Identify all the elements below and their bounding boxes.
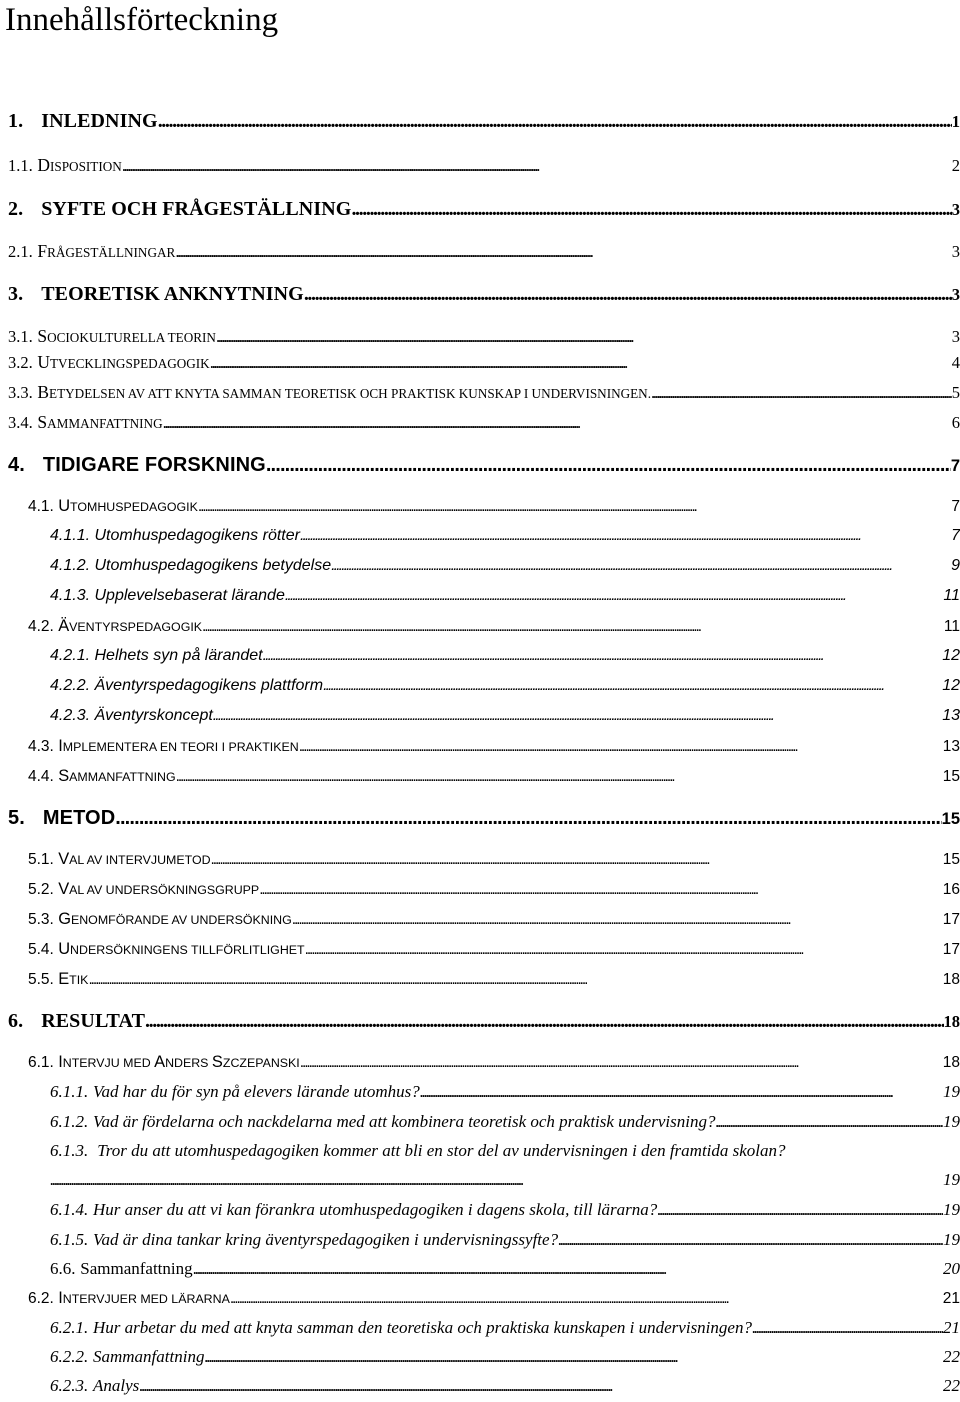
- toc-label: [58, 1053, 300, 1072]
- toc-label: Äventyrskoncept: [94, 707, 213, 724]
- toc-page-number: 11: [943, 618, 960, 635]
- toc-number: 4.1.3.: [50, 587, 91, 604]
- toc-leader-dots: [300, 1054, 943, 1072]
- toc-number: 6.2.2.: [50, 1347, 89, 1366]
- toc-leader-dots: [323, 677, 942, 695]
- toc-leader-dots: [198, 498, 952, 516]
- toc-label-rest: AL AV INTERVJUMETOD: [69, 853, 211, 867]
- toc-leader-dots: [285, 587, 944, 605]
- toc-label-rest: NDERS: [165, 1056, 212, 1070]
- toc-entry-fraga-2[interactable]: [50, 1112, 960, 1132]
- toc-page-number: 19: [943, 1200, 960, 1219]
- toc-entry-inledning[interactable]: [8, 110, 960, 133]
- toc-page-number: 17: [942, 941, 960, 958]
- page-title: Innehållsförteckning: [5, 2, 279, 38]
- toc-label: TIDIGARE FORSKNING: [42, 454, 266, 476]
- toc-entry-fraga-4[interactable]: [50, 1200, 960, 1220]
- toc-page-number: 4: [951, 353, 960, 372]
- toc-label-initial: F: [37, 241, 48, 261]
- toc-label-rest: TIK: [69, 973, 89, 987]
- toc-leader-dots: [657, 1200, 943, 1220]
- toc-number: 6.6.: [50, 1259, 76, 1278]
- toc-label-rest: ISPOSITION: [50, 159, 122, 174]
- toc-entry-fraga-lararna[interactable]: [50, 1318, 960, 1338]
- toc-page-number: 5: [951, 383, 960, 402]
- toc-number: 3.4.: [8, 413, 33, 432]
- toc-label-initial: I: [58, 1053, 63, 1071]
- toc-leader-dots: [331, 557, 951, 575]
- toc-entry-genomforande[interactable]: [28, 910, 960, 929]
- toc-leader-dots: [266, 454, 951, 477]
- toc-label-initial: V: [58, 880, 70, 898]
- toc-leader-dots: [50, 1170, 943, 1190]
- toc-label-rest: ENOMFÖRANDE AV UNDERSÖKNING: [70, 913, 292, 927]
- toc-label-initial: E: [58, 970, 70, 988]
- toc-label: Vad är dina tankar kring äventyrspedagogiken i undervisningssyfte?: [93, 1230, 559, 1249]
- toc-label: INLEDNING: [41, 110, 158, 132]
- toc-label-initial: V: [58, 850, 70, 868]
- toc-label-rest: RÅGESTÄLLNINGAR: [47, 245, 176, 260]
- toc-entry-undersokningsgrupp[interactable]: [28, 880, 960, 899]
- toc-number: 4.1.2.: [50, 557, 91, 574]
- toc-leader-dots: [193, 1259, 943, 1279]
- toc-label-rest: AMMANFATTNING: [47, 416, 163, 431]
- toc-page-number: 19: [943, 1170, 960, 1189]
- toc-entry-sammanfattning-3[interactable]: [8, 412, 960, 433]
- toc-number: 1.1.: [8, 156, 33, 175]
- toc-label: [58, 617, 202, 636]
- toc-entry-plattform[interactable]: [50, 677, 960, 695]
- toc-label: Sammanfattning: [93, 1347, 205, 1366]
- toc-page-number: 19: [943, 1082, 960, 1101]
- toc-page-number: 18: [942, 1054, 960, 1071]
- toc-leader-dots: [115, 807, 941, 830]
- toc-page-number: 3: [951, 285, 960, 304]
- toc-page-number: 7: [951, 498, 960, 515]
- toc-number: 4.1.: [28, 498, 54, 515]
- toc-page-number: 13: [942, 707, 960, 724]
- toc-page-number: 7: [950, 457, 960, 475]
- toc-label: Tror du att utomhuspedagogiken kommer att bli en stor del av undervisningen i den framtida skolan?: [97, 1141, 786, 1160]
- toc-number: 6.2.1.: [50, 1318, 89, 1337]
- toc-label: RESULTAT: [41, 1010, 146, 1032]
- toc-page-number: 3: [951, 200, 960, 219]
- toc-label-rest: ZCZEPANSKI: [222, 1056, 300, 1070]
- toc-label: Sammanfattning: [80, 1259, 193, 1278]
- toc-entry-teoretisk[interactable]: [8, 283, 960, 306]
- toc-page-number: 7: [951, 527, 960, 544]
- toc-leader-dots: [216, 327, 952, 347]
- toc-leader-dots: [163, 413, 952, 433]
- toc-leader-dots: [351, 198, 951, 221]
- toc-leader-dots: [300, 527, 951, 545]
- toc-leader-dots: [210, 353, 952, 373]
- toc-page-number: 15: [942, 768, 960, 785]
- toc-label-rest: ETYDELSEN AV ATT KNYTA SAMMAN TEORETISK OCH PRAKTISK KUNSKAP I UNDERVISNINGEN.: [49, 386, 652, 401]
- toc-entry-fraga-3-line[interactable]: [50, 1141, 786, 1161]
- toc-leader-dots: [145, 1010, 943, 1033]
- toc-entry-sammanfattning-4[interactable]: [28, 767, 960, 786]
- toc-leader-dots: [263, 647, 943, 665]
- toc-page-number: 16: [942, 881, 960, 898]
- toc-leader-dots: [202, 618, 944, 636]
- toc-number: 5.1.: [28, 851, 54, 868]
- toc-leader-dots: [230, 1290, 943, 1308]
- toc-label: [58, 910, 292, 929]
- toc-page-number: 22: [943, 1347, 960, 1366]
- toc-label: Upplevelsebaserat lärande: [94, 587, 285, 604]
- toc-entry-utvecklingspedagogik[interactable]: [8, 352, 960, 373]
- toc-label: Hur anser du att vi kan förankra utomhuspedagogiken i dagens skola, till lärarna?: [93, 1200, 658, 1219]
- toc-number: 4.1.1.: [50, 527, 91, 544]
- toc-number: 5.5.: [28, 971, 54, 988]
- toc-page-number: 15: [942, 851, 960, 868]
- toc-number: 4.3.: [28, 738, 54, 755]
- toc-entry-syfte[interactable]: [8, 198, 960, 221]
- toc-leader-dots: [752, 1318, 943, 1338]
- toc-page-number: 20: [943, 1259, 960, 1278]
- toc-leader-dots: [259, 881, 943, 899]
- toc-entry-implementera[interactable]: [28, 737, 960, 756]
- toc-label-initial: I: [58, 1289, 63, 1307]
- toc-entry-intervjuer-lararna[interactable]: [28, 1289, 960, 1308]
- toc-leader-dots: [304, 283, 952, 306]
- toc-page-number: 3: [951, 327, 960, 346]
- toc-label-initial: S: [58, 767, 70, 785]
- toc-number: 5.: [8, 807, 25, 829]
- toc-leader-dots: [558, 1230, 943, 1250]
- toc-label-initial: S: [211, 1053, 223, 1071]
- toc-label: [58, 940, 304, 959]
- toc-page-number: 19: [943, 1112, 960, 1131]
- toc-label: [58, 970, 88, 989]
- toc-entry-fraga-1[interactable]: [50, 1082, 960, 1102]
- toc-page-number: 13: [942, 738, 960, 755]
- toc-label-initial: S: [37, 326, 48, 346]
- toc-entry-fraga-3-leader[interactable]: [50, 1170, 960, 1190]
- toc-page-number: 18: [942, 971, 960, 988]
- toc-label: [58, 850, 210, 869]
- toc-entry-metod[interactable]: [8, 807, 960, 830]
- toc-leader-dots: [139, 1376, 943, 1396]
- toc-number: 6.2.: [28, 1290, 54, 1307]
- toc-page-number: 12: [942, 677, 960, 694]
- toc-number: 4.2.2.: [50, 677, 91, 694]
- toc-page-number: 6: [951, 413, 960, 432]
- toc-number: 2.: [8, 198, 24, 220]
- toc-number: 6.1.3.: [50, 1141, 89, 1160]
- toc-label: Utomhuspedagogikens betydelse: [94, 557, 332, 574]
- toc-leader-dots: [204, 1347, 943, 1367]
- toc-entry-utomhuspedagogik[interactable]: [28, 497, 960, 516]
- toc-page-number: 21: [943, 1318, 960, 1337]
- toc-label-rest: NTERVJU MED: [62, 1056, 155, 1070]
- toc-label-rest: NDERSÖKNINGENS TILLFÖRLITLIGHET: [70, 943, 305, 957]
- toc-number: 4.4.: [28, 768, 54, 785]
- toc-leader-dots: [299, 738, 943, 756]
- toc-label: [58, 497, 198, 516]
- toc-number: 3.2.: [8, 353, 33, 372]
- toc-label: [58, 737, 299, 756]
- toc-label: SYFTE OCH FRÅGESTÄLLNING: [41, 198, 352, 220]
- toc-label-rest: AL AV UNDERSÖKNINGSGRUPP: [69, 883, 260, 897]
- toc-entry-aventyrskoncept[interactable]: [50, 707, 960, 725]
- toc-entry-intervju-anders[interactable]: [28, 1053, 960, 1072]
- toc-leader-dots: [211, 851, 943, 869]
- toc-page-number: 12: [942, 647, 960, 664]
- toc-number: 5.2.: [28, 881, 54, 898]
- toc-label-rest: AMMANFATTNING: [69, 770, 176, 784]
- toc-page-number: 21: [942, 1290, 960, 1307]
- toc-label-initial: U: [37, 352, 50, 372]
- toc-page-number: 18: [943, 1012, 960, 1031]
- toc-entry-fragestallningar[interactable]: [8, 241, 960, 262]
- toc-number: 6.2.3.: [50, 1376, 89, 1395]
- toc-number: 4.2.1.: [50, 647, 91, 664]
- toc-entry-analys[interactable]: [50, 1376, 960, 1396]
- toc-label-initial: U: [58, 497, 71, 515]
- toc-page-number: 19: [943, 1230, 960, 1249]
- toc-label: [37, 241, 175, 262]
- toc-label: Vad är fördelarna och nackdelarna med att kombinera teoretisk och praktisk undervisning?: [93, 1112, 716, 1131]
- toc-number: 6.1.: [28, 1054, 54, 1071]
- toc-label: Utomhuspedagogikens rötter: [94, 527, 300, 544]
- toc-entry-tidigare-forskning[interactable]: [8, 454, 960, 477]
- toc-entry-sammanfattning-622[interactable]: [50, 1347, 960, 1367]
- toc-label: Äventyrspedagogikens plattform: [94, 677, 324, 694]
- toc-number: 5.4.: [28, 941, 54, 958]
- toc-entry-upplevelsebaserat[interactable]: [50, 587, 960, 605]
- toc-label: [37, 326, 216, 347]
- toc-label-rest: TOMHUSPEDAGOGIK: [70, 500, 198, 514]
- toc-entry-aventyrspedagogik[interactable]: [28, 617, 960, 636]
- toc-leader-dots: [122, 156, 952, 176]
- toc-label: [58, 1289, 230, 1308]
- toc-entry-etik[interactable]: [28, 970, 960, 989]
- toc-entry-sammanfattning-66[interactable]: [50, 1259, 960, 1279]
- toc-label-rest: TVECKLINGSPEDAGOGIK: [50, 356, 210, 371]
- toc-label-initial: Ä: [58, 617, 70, 635]
- toc-leader-dots: [292, 911, 943, 929]
- toc-label-initial: A: [154, 1053, 166, 1071]
- toc-number: 3.: [8, 283, 24, 305]
- toc-number: 4.: [8, 454, 25, 476]
- toc-page-number: 22: [943, 1376, 960, 1395]
- toc-number: 6.: [8, 1010, 24, 1032]
- toc-number: 1.: [8, 110, 24, 132]
- toc-leader-dots: [213, 707, 942, 725]
- toc-label-rest: VENTYRSPEDAGOGIK: [69, 620, 203, 634]
- toc-label: [37, 382, 651, 403]
- toc-label: Helhets syn på lärandet: [94, 647, 263, 664]
- toc-leader-dots: [651, 383, 952, 403]
- toc-entry-disposition[interactable]: [8, 155, 960, 176]
- toc-entry-betydelse[interactable]: [50, 557, 960, 575]
- toc-label: [37, 352, 209, 373]
- toc-label: [58, 767, 175, 786]
- toc-page-number: 15: [941, 810, 960, 828]
- toc-number: 6.1.1.: [50, 1082, 89, 1101]
- toc-label-initial: G: [58, 910, 71, 928]
- toc-label: [37, 155, 121, 176]
- toc-entry-rotter[interactable]: [50, 527, 960, 545]
- toc-label: Analys: [93, 1376, 140, 1395]
- toc-label: Vad har du för syn på elevers lärande utomhus?: [93, 1082, 420, 1101]
- toc-number: 6.1.2.: [50, 1112, 89, 1131]
- toc-label-rest: NTERVJUER MED LÄRARNA: [62, 1292, 230, 1306]
- toc-entry-tillforlitlighet[interactable]: [28, 940, 960, 959]
- toc-leader-dots: [420, 1082, 943, 1102]
- toc-entry-intervjumetod[interactable]: [28, 850, 960, 869]
- toc-number: 6.1.5.: [50, 1230, 89, 1249]
- toc-leader-dots: [715, 1112, 943, 1132]
- toc-page-number: 1: [951, 112, 960, 131]
- toc-number: 4.2.3.: [50, 707, 91, 724]
- toc-number: 2.1.: [8, 242, 33, 261]
- toc-leader-dots: [176, 768, 943, 786]
- toc-entry-betydelsen[interactable]: [8, 382, 960, 403]
- toc-leader-dots: [158, 110, 952, 133]
- toc-label-initial: B: [37, 382, 50, 402]
- toc-number: 4.2.: [28, 618, 54, 635]
- toc-entry-resultat[interactable]: [8, 1010, 960, 1033]
- toc-label-initial: I: [58, 737, 63, 755]
- toc-page-number: 9: [951, 557, 960, 574]
- toc-page-number: 17: [942, 911, 960, 928]
- toc-number: 3.3.: [8, 383, 33, 402]
- toc-label-rest: MPLEMENTERA EN TEORI I PRAKTIKEN: [62, 740, 299, 754]
- toc-entry-fraga-5[interactable]: [50, 1230, 960, 1250]
- toc-leader-dots: [88, 971, 942, 989]
- toc-leader-dots: [175, 242, 951, 262]
- toc-entry-sociokulturella[interactable]: [8, 326, 960, 347]
- toc-page-number: 2: [951, 156, 960, 175]
- toc-label-initial: U: [58, 940, 71, 958]
- toc-label: METOD: [42, 807, 116, 829]
- toc-label: [58, 880, 259, 899]
- toc-number: 3.1.: [8, 327, 33, 346]
- toc-number: 5.3.: [28, 911, 54, 928]
- toc-number: 6.1.4.: [50, 1200, 89, 1219]
- toc-label: [37, 412, 162, 433]
- toc-label-initial: S: [37, 412, 48, 432]
- toc-label-initial: D: [37, 155, 50, 175]
- toc-entry-helhets-syn[interactable]: [50, 647, 960, 665]
- toc-label-rest: OCIOKULTURELLA TEORIN: [47, 330, 216, 345]
- toc-label: Hur arbetar du med att knyta samman den teoretiska och praktiska kunskapen i undervisningen?: [93, 1318, 752, 1337]
- toc-page-number: 3: [951, 242, 960, 261]
- toc-leader-dots: [305, 941, 943, 959]
- toc-page-number: 11: [943, 587, 960, 604]
- toc-label: TEORETISK ANKNYTNING: [41, 283, 304, 305]
